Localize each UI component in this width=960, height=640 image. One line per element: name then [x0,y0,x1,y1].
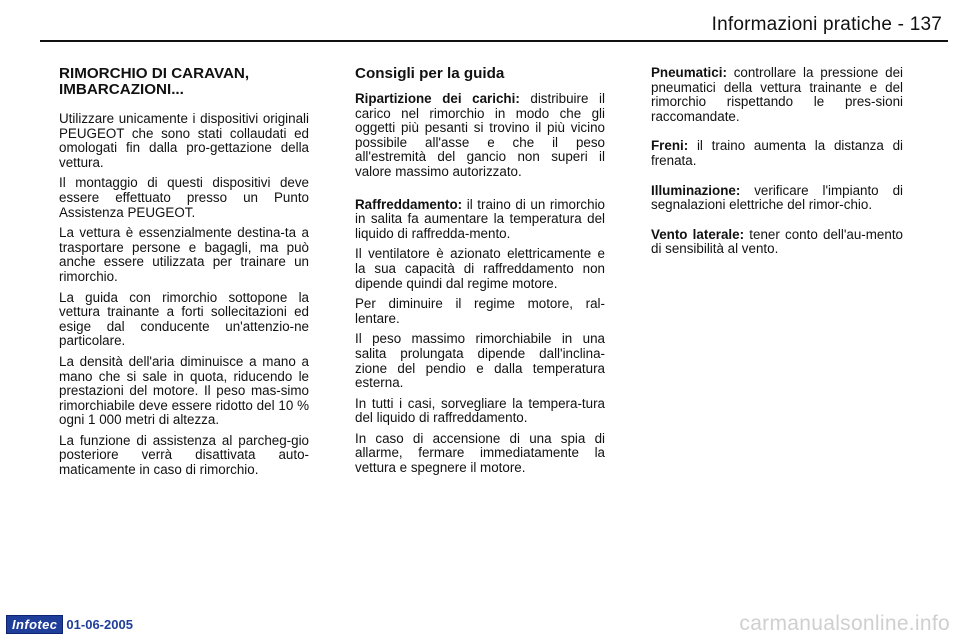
paragraph-load-distribution [355,92,605,180]
lead-text: tener conto dell'au-mento di sensibilità al vento. [651,226,903,257]
paragraph-brakes [651,139,903,168]
lead-text: il traino aumenta la distanza di frenata. [651,138,903,168]
lead-term: Ripartizione dei carichi: [355,91,520,106]
paragraph: La vettura è essenzialmente destina-ta a trasportare persone e bagagli, ma può anche essere utilizzata per trainare un rimorchio. [59,225,309,284]
lead-text: verificare l'impianto di segnalazioni elettriche del rimor-chio. [651,182,903,213]
column-driving-advice [355,66,605,482]
paragraph-lighting [651,184,903,213]
paragraph-tyres [651,66,903,124]
paragraph: Il peso massimo rimorchiabile in una salita prolungata dipende dall'inclina-zione del pendio e dalla temperatura esterna. [355,331,605,391]
lead-term: Vento laterale: [651,226,745,242]
page-header-title: Informazioni pratiche - 137 [711,14,942,35]
footer-date: 01-06-2005 [66,616,133,632]
paragraph: Per diminuire il regime motore, ral-lentare. [355,296,605,326]
paragraph: La funzione di assistenza al parcheg-gio posteriore verrà disattivata auto-maticamente in caso di rimorchio. [59,432,309,478]
lead-text: controllare la pressione dei pneumatici della vettura trainante e del rimorchio rispettando le pres-sioni raccomandate. [651,65,903,124]
paragraph-cooling [355,198,605,242]
paragraph: Utilizzare unicamente i dispositivi originali PEUGEOT che sono stati collaudati ed omologati fin dalla pro-gettazione della vettura. [59,111,309,170]
lead-text: il traino di un rimorchio in salita fa aumentare la temperatura del liquido di raffredda-mento. [355,196,605,241]
column-checks [651,66,903,263]
footer [6,616,133,632]
column-trailer-intro [59,66,309,484]
lead-term: Illuminazione: [651,182,741,198]
header-rule [40,40,948,42]
lead-text: distribuire il carico nel rimorchio in modo che gli oggetti più pesanti si trovino il più vicino possibile all'asse e che il peso all'estremità del gancio non superi il valore massimo autorizzato. [355,91,605,179]
paragraph: Il ventilatore è azionato elettricamente e la sua capacità di raffreddamento non dipende quindi dal regime motore. [355,246,605,291]
paragraph-side-wind [651,228,903,257]
paragraph: La densità dell'aria diminuisce a mano a mano che si sale in quota, riducendo le prestazioni del motore. Il peso mas-simo rimorchiabile deve essere ridotto del 10 % ogni 1 000 metri di altezza. [59,353,309,428]
lead-term: Freni: [651,138,689,154]
lead-term: Pneumatici: [651,65,727,80]
infotec-logo: Infotec [6,615,63,634]
paragraph: La guida con rimorchio sottopone la vettura trainante a forti sollecitazioni ed esige dal conducente un'attenzio-ne particolare. [59,289,309,349]
section-heading-driving-advice: Consigli per la guida [355,65,505,82]
section-heading-trailer: RIMORCHIO DI CARAVAN, IMBARCAZIONI... [59,65,250,98]
watermark: carmanualsonline.info [739,612,950,635]
paragraph: Il montaggio di questi dispositivi deve essere effettuato presso un Punto Assistenza PEUGEOT. [59,175,309,220]
paragraph: In tutti i casi, sorvegliare la tempera-tura del liquido di raffreddamento. [355,395,605,426]
lead-term: Raffreddamento: [355,196,463,212]
paragraph: In caso di accensione di una spia di allarme, fermare immediatamente la vettura e spegnere il motore. [355,430,605,476]
